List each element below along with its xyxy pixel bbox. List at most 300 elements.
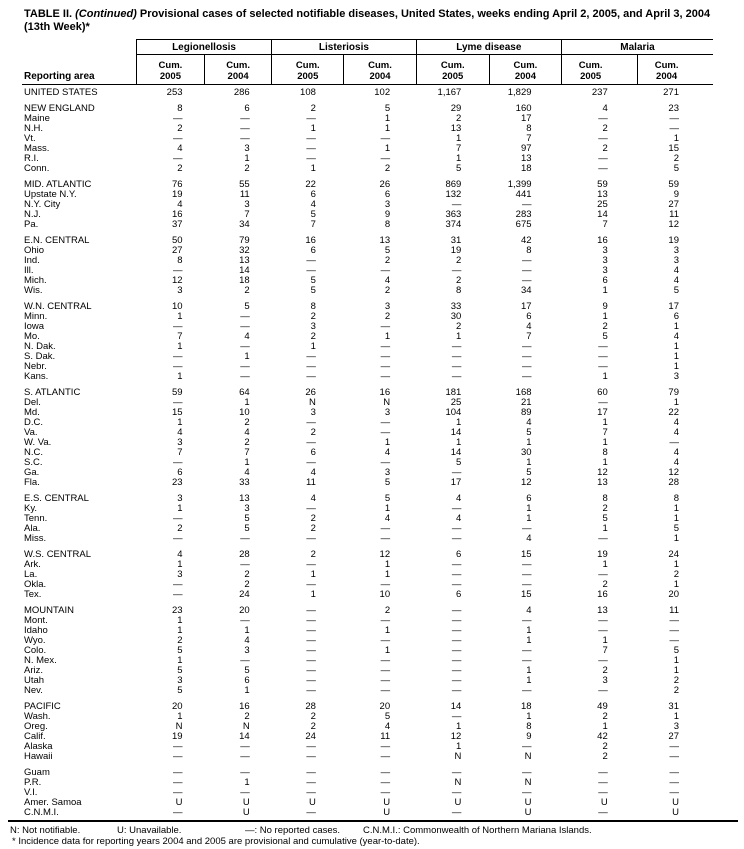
cell-value: 4 xyxy=(384,275,391,286)
cell-value: 3 xyxy=(244,199,250,210)
cell-value: 16 xyxy=(305,235,316,246)
row-label: Va. xyxy=(24,427,38,438)
cell-value: 1 xyxy=(602,437,608,448)
cell-value: — xyxy=(522,523,532,534)
cell-value: 2 xyxy=(456,275,462,286)
row-label: V.I. xyxy=(24,787,38,798)
table-row xyxy=(22,524,713,534)
cell-value: 2 xyxy=(673,675,679,686)
cell-value: — xyxy=(522,199,532,210)
cell-value: 16 xyxy=(597,235,608,246)
cell-value: 3 xyxy=(244,503,250,514)
cell-value: 2 xyxy=(384,285,391,296)
cell-value: — xyxy=(306,685,316,696)
cell-value: N xyxy=(454,777,462,788)
table-row xyxy=(22,144,713,154)
cell-value: 4 xyxy=(526,417,532,428)
row-label: Ark. xyxy=(24,559,41,570)
cell-value: 1 xyxy=(456,331,462,342)
cell-value: 13 xyxy=(379,235,391,246)
cell-value: 1 xyxy=(673,655,679,666)
cell-value: — xyxy=(380,533,391,544)
cell-value: 1 xyxy=(384,503,391,514)
cell-value: 11 xyxy=(239,189,250,200)
cell-value: — xyxy=(669,635,679,646)
cell-value: 17 xyxy=(450,477,462,488)
cell-value: 7 xyxy=(602,645,608,656)
row-label: Alaska xyxy=(24,741,53,752)
cell-value: — xyxy=(306,265,316,276)
cell-value: 1 xyxy=(177,417,183,428)
cell-value: — xyxy=(306,741,316,752)
cell-value: 4 xyxy=(310,467,316,478)
cell-value: 5 xyxy=(384,711,391,722)
cell-value: U xyxy=(454,797,462,808)
cell-value: 5 xyxy=(244,665,250,676)
cell-value: — xyxy=(306,787,316,798)
cell-value: — xyxy=(380,321,391,332)
cell-value: 6 xyxy=(602,275,608,286)
col-malaria-cum-2004: Cum. 2004 xyxy=(638,55,713,85)
table-row xyxy=(22,322,713,332)
row-label: PACIFIC xyxy=(24,701,61,712)
cell-value: — xyxy=(669,787,679,798)
cell-value: 22 xyxy=(305,179,316,190)
col-group-listeriosis: Listeriosis xyxy=(272,40,416,55)
table-row xyxy=(22,534,713,544)
cell-value: 21 xyxy=(520,397,532,408)
cell-value: 2 xyxy=(244,579,250,590)
cell-value: — xyxy=(451,199,462,210)
table-row xyxy=(22,124,713,134)
col-group-malaria: Malaria xyxy=(562,40,713,55)
cell-value: — xyxy=(306,605,316,616)
cell-value: — xyxy=(522,767,532,778)
cell-value: — xyxy=(240,341,250,352)
table-row xyxy=(22,296,713,312)
cell-value: — xyxy=(451,635,462,646)
cell-value: 2 xyxy=(310,427,316,438)
table-row xyxy=(22,352,713,362)
cell-value: 3 xyxy=(602,245,608,256)
cell-value: 29 xyxy=(450,103,462,114)
cell-value: — xyxy=(173,777,183,788)
cell-value: — xyxy=(240,371,250,382)
cell-value: — xyxy=(451,787,462,798)
cell-value: 363 xyxy=(445,209,462,220)
cell-value: 7 xyxy=(244,209,250,220)
cell-value: 2 xyxy=(310,711,316,722)
cell-value: 2 xyxy=(244,163,250,174)
cell-value: 1 xyxy=(177,559,183,570)
cell-value: — xyxy=(306,133,316,144)
cell-value: 2 xyxy=(673,569,679,580)
cell-value: 2 xyxy=(244,417,250,428)
group-header-row xyxy=(22,40,713,55)
cell-value: 1 xyxy=(602,559,608,570)
cell-value: 37 xyxy=(171,219,183,230)
cell-value: 1 xyxy=(673,341,679,352)
cell-value: 14 xyxy=(597,209,608,220)
cell-value: — xyxy=(173,361,183,372)
cell-value: 16 xyxy=(171,209,183,220)
cell-value: 8 xyxy=(526,245,532,256)
table-row xyxy=(22,626,713,636)
cell-value: — xyxy=(451,625,462,636)
table-row xyxy=(22,544,713,560)
cell-value: 6 xyxy=(526,311,532,322)
cell-value: — xyxy=(240,787,250,798)
cell-value: — xyxy=(306,255,316,266)
table-row xyxy=(22,580,713,590)
cell-value: — xyxy=(380,417,391,428)
cell-value: — xyxy=(380,635,391,646)
cell-value: 2 xyxy=(384,605,391,616)
cell-value: 19 xyxy=(171,731,183,742)
row-label: E.S. CENTRAL xyxy=(24,493,89,504)
cell-value: 1 xyxy=(384,625,391,636)
cell-value: — xyxy=(380,741,391,752)
corner-cell xyxy=(22,40,136,55)
cell-value: — xyxy=(669,615,679,626)
cell-value: 3 xyxy=(673,371,679,382)
cell-value: 1 xyxy=(602,457,608,468)
cell-value: 3 xyxy=(384,301,391,312)
cell-value: 1 xyxy=(456,133,462,144)
cell-value: 1 xyxy=(602,721,608,732)
cell-value: 9 xyxy=(673,189,679,200)
cell-value: 3 xyxy=(177,493,183,504)
cell-value: 16 xyxy=(379,387,391,398)
cell-value: 27 xyxy=(668,731,679,742)
cell-value: — xyxy=(306,351,316,362)
row-label: Hawaii xyxy=(24,751,53,762)
cell-value: 1 xyxy=(384,559,391,570)
cell-value: — xyxy=(451,371,462,382)
row-label: S.C. xyxy=(24,457,43,468)
cell-value: 168 xyxy=(515,387,532,398)
cell-value: 28 xyxy=(668,477,679,488)
cell-value: 1 xyxy=(526,675,532,686)
cell-value: 253 xyxy=(166,87,183,98)
cell-value: 28 xyxy=(239,549,250,560)
cell-value: 4 xyxy=(673,447,679,458)
cell-value: 42 xyxy=(520,235,532,246)
cell-value: 8 xyxy=(526,721,532,732)
row-label: Calif. xyxy=(24,731,46,742)
col-lyme-cum-2005: Cum. 2005 xyxy=(416,55,489,85)
cell-value: 13 xyxy=(597,477,608,488)
cell-value: 3 xyxy=(177,675,183,686)
table-row xyxy=(22,762,713,778)
cell-value: 3 xyxy=(602,255,608,266)
cell-value: 9 xyxy=(602,301,608,312)
cell-value: 33 xyxy=(450,301,462,312)
footnote-cnmi: C.N.M.I.: Commonwealth of Northern Mariana Islands. xyxy=(363,825,592,836)
cell-value: 25 xyxy=(597,199,608,210)
cell-value: 11 xyxy=(380,731,391,742)
col-group-legionellosis: Legionellosis xyxy=(136,40,271,55)
cell-value: — xyxy=(451,523,462,534)
row-label: W. Va. xyxy=(24,437,52,448)
cell-value: — xyxy=(306,143,316,154)
row-label: N. Mex. xyxy=(24,655,57,666)
cell-value: — xyxy=(598,533,608,544)
cell-value: 13 xyxy=(520,153,532,164)
cell-value: 6 xyxy=(177,467,183,478)
cell-value: 3 xyxy=(244,143,250,154)
cell-value: — xyxy=(522,741,532,752)
row-label: Vt. xyxy=(24,133,36,144)
table-row xyxy=(22,98,713,114)
cell-value: 1 xyxy=(602,285,608,296)
cell-value: 7 xyxy=(526,133,532,144)
cell-value: 374 xyxy=(445,219,462,230)
cell-value: — xyxy=(380,665,391,676)
cell-value: 6 xyxy=(244,103,250,114)
cell-value: 59 xyxy=(668,179,679,190)
cell-value: — xyxy=(380,675,391,686)
cell-value: 23 xyxy=(171,477,183,488)
row-label: N. Dak. xyxy=(24,341,56,352)
cell-value: — xyxy=(451,361,462,372)
cell-value: — xyxy=(306,665,316,676)
cell-value: 1 xyxy=(384,331,391,342)
cell-value: — xyxy=(380,341,391,352)
cell-value: — xyxy=(306,615,316,626)
cell-value: 8 xyxy=(602,493,608,504)
cell-value: 7 xyxy=(602,427,608,438)
row-label: Nebr. xyxy=(24,361,47,372)
cell-value: — xyxy=(173,321,183,332)
cell-value: — xyxy=(240,767,250,778)
cell-value: 89 xyxy=(520,407,532,418)
cell-value: 5 xyxy=(177,685,183,696)
cell-value: — xyxy=(306,437,316,448)
cell-value: 869 xyxy=(445,179,462,190)
cell-value: 10 xyxy=(379,589,391,600)
table-row xyxy=(22,722,713,732)
cell-value: 18 xyxy=(239,275,250,286)
cell-value: 1 xyxy=(310,163,316,174)
row-label: Iowa xyxy=(24,321,45,332)
cell-value: — xyxy=(451,675,462,686)
cell-value: 1 xyxy=(244,397,250,408)
cell-value: 1 xyxy=(673,711,679,722)
cell-value: 2 xyxy=(456,113,462,124)
cell-value: 6 xyxy=(526,493,532,504)
cell-value: — xyxy=(451,569,462,580)
cell-value: — xyxy=(598,807,608,818)
cell-value: 1 xyxy=(673,559,679,570)
row-label: Guam xyxy=(24,767,50,778)
cell-value: 14 xyxy=(450,427,462,438)
cell-value: 2 xyxy=(673,685,679,696)
table-row xyxy=(22,636,713,646)
cell-value: — xyxy=(669,625,679,636)
cell-value: 160 xyxy=(515,103,532,114)
cell-value: 6 xyxy=(244,675,250,686)
table-row xyxy=(22,696,713,712)
cell-value: — xyxy=(240,533,250,544)
cell-value: 271 xyxy=(663,87,679,98)
table-body xyxy=(22,85,713,819)
cell-value: 4 xyxy=(244,467,250,478)
cell-value: U xyxy=(242,797,250,808)
cell-value: 59 xyxy=(597,179,608,190)
cell-value: 3 xyxy=(177,285,183,296)
table-row xyxy=(22,418,713,428)
cell-value: — xyxy=(380,457,391,468)
cell-value: U xyxy=(242,807,250,818)
cell-value: — xyxy=(451,579,462,590)
cell-value: — xyxy=(380,767,391,778)
cell-value: 12 xyxy=(450,731,462,742)
cell-value: 13 xyxy=(597,605,608,616)
cell-value: 28 xyxy=(305,701,316,712)
cell-value: — xyxy=(306,559,316,570)
cell-value: — xyxy=(306,751,316,762)
table-row xyxy=(22,808,713,818)
cell-value: — xyxy=(240,361,250,372)
cell-value: 2 xyxy=(384,255,391,266)
cell-value: — xyxy=(306,625,316,636)
row-label: Ariz. xyxy=(24,665,43,676)
table-row xyxy=(22,382,713,398)
table-row xyxy=(22,600,713,616)
cell-value: 1 xyxy=(310,123,316,134)
cell-value: 132 xyxy=(445,189,462,200)
cell-value: 2 xyxy=(177,123,183,134)
col-lyme-cum-2004: Cum. 2004 xyxy=(489,55,561,85)
table-row xyxy=(22,174,713,190)
cell-value: 1 xyxy=(310,589,316,600)
table-row xyxy=(22,798,713,808)
row-label: Pa. xyxy=(24,219,39,230)
cell-value: 8 xyxy=(177,255,183,266)
cell-value: — xyxy=(451,467,462,478)
row-label: E.N. CENTRAL xyxy=(24,235,90,246)
table-row xyxy=(22,448,713,458)
table-row xyxy=(22,428,713,438)
cell-value: 6 xyxy=(456,549,462,560)
row-label: Del. xyxy=(24,397,41,408)
cell-value: — xyxy=(306,777,316,788)
cell-value: — xyxy=(598,615,608,626)
row-label: Wyo. xyxy=(24,635,46,646)
cell-value: — xyxy=(306,655,316,666)
cell-value: 1 xyxy=(526,513,532,524)
row-label: Ill. xyxy=(24,265,34,276)
cell-value: 8 xyxy=(177,103,183,114)
row-label: S. Dak. xyxy=(24,351,56,362)
cell-value: — xyxy=(522,371,532,382)
cell-value: — xyxy=(522,341,532,352)
cell-value: 1 xyxy=(526,457,532,468)
cell-value: 1 xyxy=(602,417,608,428)
table-row xyxy=(22,590,713,600)
cell-value: 16 xyxy=(239,701,250,712)
cell-value: — xyxy=(522,275,532,286)
col-listeriosis-cum-2005: Cum. 2005 xyxy=(272,55,344,85)
cell-value: — xyxy=(173,533,183,544)
cell-value: U xyxy=(383,797,391,808)
cell-value: 79 xyxy=(668,387,679,398)
cell-value: — xyxy=(669,751,679,762)
cell-value: 4 xyxy=(526,321,532,332)
cell-value: 181 xyxy=(445,387,462,398)
cell-value: 6 xyxy=(310,447,316,458)
cell-value: 1 xyxy=(177,371,183,382)
cell-value: 3 xyxy=(602,265,608,276)
cell-value: 1 xyxy=(602,311,608,322)
cell-value: — xyxy=(380,427,391,438)
cell-value: 7 xyxy=(310,219,316,230)
cell-value: 5 xyxy=(673,645,679,656)
table-row xyxy=(22,468,713,478)
row-label: La. xyxy=(24,569,38,580)
cell-value: 17 xyxy=(520,301,532,312)
cell-value: 23 xyxy=(668,103,679,114)
cell-value: — xyxy=(598,133,608,144)
row-label: Maine xyxy=(24,113,50,124)
cell-value: 2 xyxy=(602,711,608,722)
cell-value: 5 xyxy=(244,523,250,534)
cell-value: — xyxy=(451,711,462,722)
row-label: Okla. xyxy=(24,579,47,590)
cell-value: 3 xyxy=(384,407,391,418)
cell-value: — xyxy=(240,559,250,570)
cell-value: — xyxy=(522,655,532,666)
cell-value: 1 xyxy=(673,351,679,362)
cell-value: — xyxy=(380,265,391,276)
cell-value: 27 xyxy=(171,245,183,256)
mmwr-table-page xyxy=(0,8,744,847)
cell-value: 1 xyxy=(456,417,462,428)
cell-value: 8 xyxy=(384,219,391,230)
table-row xyxy=(22,656,713,666)
row-label: MID. ATLANTIC xyxy=(24,179,92,190)
cell-value: — xyxy=(173,767,183,778)
cell-value: — xyxy=(306,503,316,514)
cell-value: 4 xyxy=(177,427,183,438)
sub-header-row xyxy=(22,55,713,85)
cell-value: 7 xyxy=(177,447,183,458)
cell-value: 2 xyxy=(177,163,183,174)
cell-value: — xyxy=(240,123,250,134)
cell-value: — xyxy=(380,153,391,164)
cell-value: 19 xyxy=(171,189,183,200)
cell-value: 25 xyxy=(450,397,462,408)
cell-value: 5 xyxy=(673,163,679,174)
cell-value: 1 xyxy=(456,153,462,164)
cell-value: 1 xyxy=(244,625,250,636)
row-label: C.N.M.I. xyxy=(24,807,59,818)
row-label: N.J. xyxy=(24,209,41,220)
cell-value: 2 xyxy=(177,635,183,646)
table-row xyxy=(22,478,713,488)
cell-value: 8 xyxy=(310,301,316,312)
cell-value: 5 xyxy=(310,209,316,220)
cell-value: 441 xyxy=(515,189,532,200)
cell-value: 1 xyxy=(244,685,250,696)
cell-value: N xyxy=(383,397,391,408)
cell-value: 14 xyxy=(239,731,250,742)
cell-value: 5 xyxy=(177,645,183,656)
cell-value: 34 xyxy=(520,285,532,296)
cell-value: 1 xyxy=(177,625,183,636)
footnote-not-notifiable: N: Not notifiable. xyxy=(10,825,81,836)
